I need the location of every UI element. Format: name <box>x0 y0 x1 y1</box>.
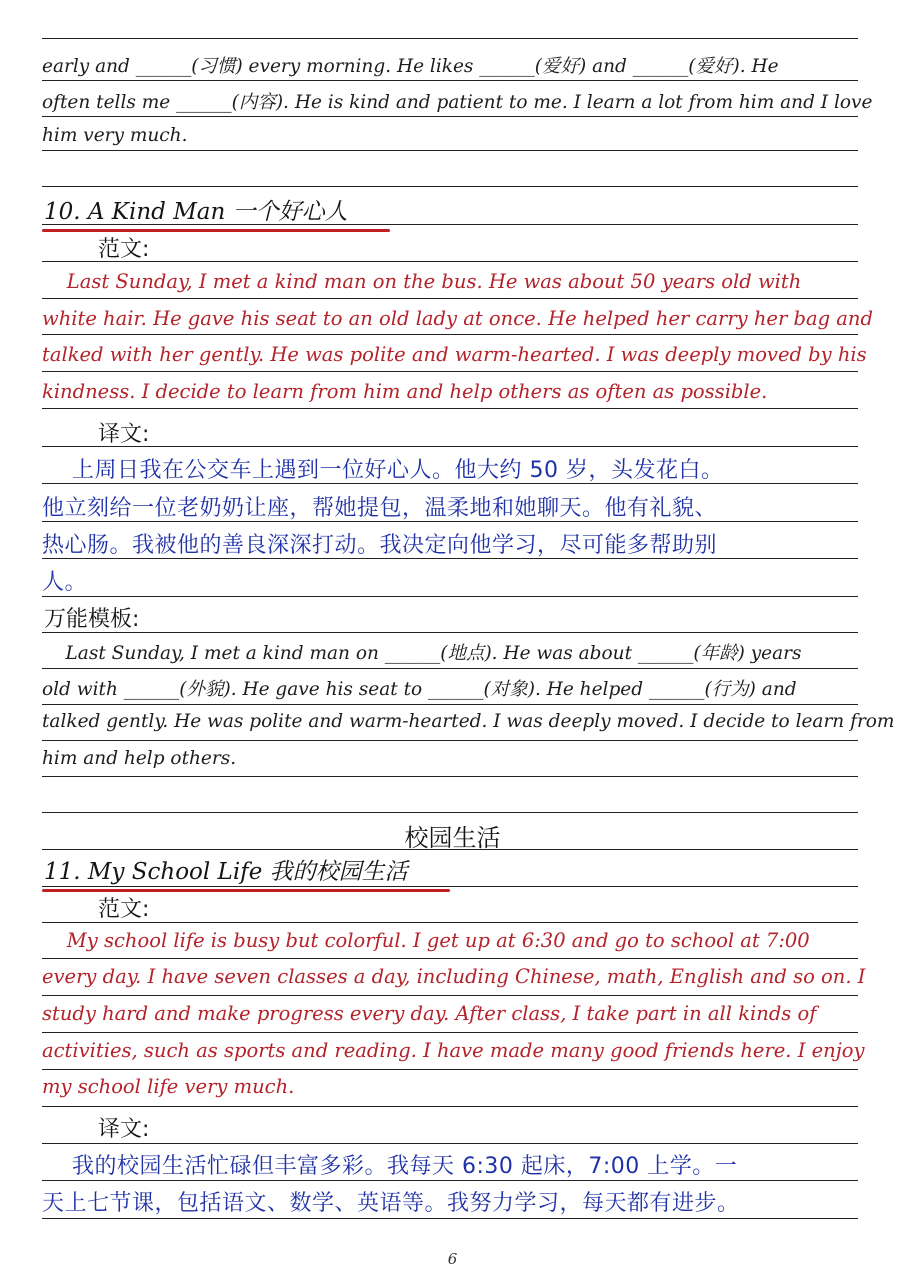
ruled-line <box>42 704 858 705</box>
ruled-line <box>42 776 858 777</box>
ruled-line <box>42 596 858 597</box>
ruled-line <box>42 958 858 959</box>
ruled-line <box>42 38 858 39</box>
model-text-line: activities, such as sports and reading. I have made many good friends here. I enjoy <box>42 1039 865 1062</box>
section-title <box>44 193 348 228</box>
translation-line: 人。 <box>42 570 88 595</box>
template-line: him very much. <box>42 125 188 146</box>
ruled-line <box>42 922 858 923</box>
model-text-line: My school life is busy but colorful. I get up at 6:30 and go to school at 7:00 <box>42 929 810 952</box>
translation-line: 我的校园生活忙碌但丰富多彩。我每天 6:30 起床，7:00 上学。一 <box>42 1154 738 1179</box>
ruled-line <box>42 668 858 669</box>
section-title <box>44 853 408 888</box>
model-text-line: every day. I have seven classes a day, including Chinese, math, English and so on. I <box>42 965 866 988</box>
ruled-line <box>42 812 858 813</box>
model-label: 范文: <box>98 237 150 262</box>
ruled-line <box>42 298 858 299</box>
ruled-line <box>42 408 858 409</box>
model-text-line: study hard and make progress every day. After class, I take part in all kinds of <box>42 1002 817 1025</box>
template-label: 万能模板: <box>44 607 140 632</box>
translation-label: 译文: <box>98 422 150 447</box>
ruled-line <box>42 1143 858 1144</box>
section-title-text: 10. A Kind Man 一个好心人 <box>44 199 348 225</box>
model-text-line: Last Sunday, I met a kind man on the bus. He was about 50 years old with <box>42 270 802 293</box>
translation-label: 译文: <box>98 1117 150 1142</box>
title-underline <box>42 229 390 232</box>
ruled-line <box>42 995 858 996</box>
ruled-line <box>42 150 858 151</box>
category-title: 校园生活 <box>404 824 501 852</box>
template-line: him and help others. <box>42 748 237 769</box>
translation-line: 上周日我在公交车上遇到一位好心人。他大约 50 岁，头发花白。 <box>42 458 724 483</box>
model-text-line: my school life very much. <box>42 1075 295 1098</box>
section-title-text: 11. My School Life 我的校园生活 <box>44 859 408 885</box>
translation-line: 天上七节课，包括语文、数学、英语等。我努力学习，每天都有进步。 <box>42 1191 740 1216</box>
ruled-line <box>42 1069 858 1070</box>
page-number: 6 <box>447 1250 458 1268</box>
ruled-line <box>42 446 858 447</box>
ruled-line <box>42 80 858 81</box>
template-line: Last Sunday, I met a kind man on ______(地点). He was about ______(年龄) years <box>42 643 802 664</box>
ruled-line <box>42 1106 858 1107</box>
template-line: old with ______(外貌). He gave his seat to ______(对象). He helped ______(行为) and <box>42 679 797 700</box>
model-label: 范文: <box>98 897 150 922</box>
ruled-line <box>42 186 858 187</box>
translation-line: 热心肠。我被他的善良深深打动。我决定向他学习，尽可能多帮助别 <box>42 533 718 558</box>
ruled-line <box>42 371 858 372</box>
template-line: often tells me ______(内容). He is kind and patient to me. I learn a lot from him and I love <box>42 92 873 113</box>
template-line: talked gently. He was polite and warm-hearted. I was deeply moved. I decide to learn from <box>42 711 895 732</box>
ruled-line <box>42 1180 858 1181</box>
ruled-line <box>42 632 858 633</box>
translation-line: 他立刻给一位老奶奶让座，帮她提包，温柔地和她聊天。他有礼貌、 <box>42 496 718 521</box>
ruled-line <box>42 116 858 117</box>
model-text-line: talked with her gently. He was polite and warm-hearted. I was deeply moved by his <box>42 343 867 366</box>
ruled-line <box>42 1218 858 1219</box>
model-text-line: kindness. I decide to learn from him and help others as often as possible. <box>42 380 768 403</box>
template-line: early and ______(习惯) every morning. He likes ______(爱好) and ______(爱好). He <box>42 56 779 77</box>
ruled-line <box>42 740 858 741</box>
ruled-line <box>42 261 858 262</box>
ruled-line <box>42 334 858 335</box>
model-text-line: white hair. He gave his seat to an old lady at once. He helped her carry her bag and <box>42 307 873 330</box>
ruled-line <box>42 1032 858 1033</box>
